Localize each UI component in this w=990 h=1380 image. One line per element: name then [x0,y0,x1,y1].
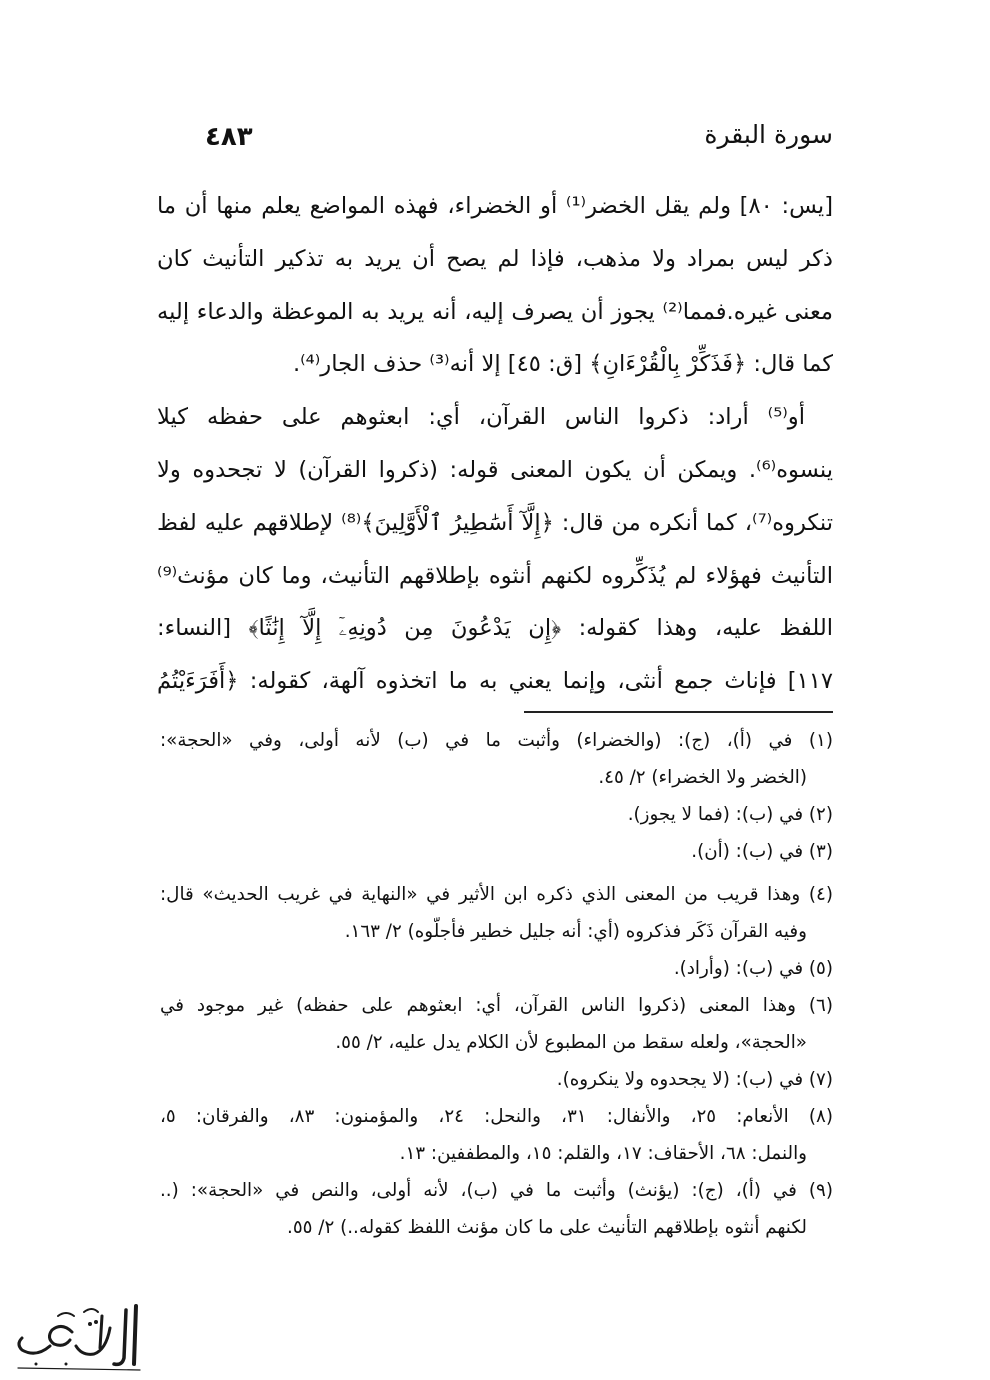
footnote-1-line-2: (الخضر ولا الخضراء) ٢/ ٤٥. [598,767,807,788]
footnote-9-line-2: لكنهم أنثوه بإطلاقهم التأنيث على ما كان مؤنث اللفظ كقوله..) ٢/ ٥٥. [287,1217,807,1238]
text-line-8: التأنيث فهؤلاء لم يُذَكِّروه لكنهم أنثوه بإطلاقهم التأنيث، وما كان مؤنث⁽⁹⁾ [157,562,833,589]
footnote-8-line-1: (٨) الأنعام: ٢٥، والأنفال: ٣١، والنحل: ٢٤، والمؤمنون: ٨٣، والفرقان: ٥، [160,1106,833,1127]
footnotes [160,722,833,1246]
footnote-1-line-1: (١) في (أ)، (ج): (والخضراء) وأثبت ما في (ب) لأنه أولى، وفي «الحجة»: [160,730,833,751]
footnote-4-line-2: وفيه القرآن ذَكَر فذكروه (أي: أنه جليل خطير فأجلّوه) ٢/ ١٦٣. [344,921,807,942]
footnote-divider [524,711,833,713]
page-number: ٤٨٣ [205,122,253,152]
footnote-6-line-1: (٦) وهذا المعنى (ذكروا الناس القرآن، أي: ابعثوهم على حفظه) غير موجود في [160,995,833,1016]
footnote-8-line-2: والنمل: ٦٨، الأحقاف: ١٧، والقلم: ١٥، والمطففين: ١٣. [399,1143,807,1164]
text-line-1: [يس: ٨٠] ولم يقل الخضر⁽¹⁾ أو الخضراء، فهذه المواضع يعلم منها أن ما [157,193,833,219]
footnote-9-line-1: (٩) في (أ)، (ج): (يؤنث) وأثبت ما في (ب)، لأنه أولى، والنص في «الحجة»: (.. [160,1180,833,1201]
text-line-3: معنى غيره.فمما⁽²⁾ يجوز أن يصرف إليه، أنه يريد به الموعظة والدعاء إليه [157,298,833,325]
text-line-10: ١١٧] فإناث جمع أنثى، وإنما يعني به ما اتخذوه آلهة، كقوله: ﴿أَفَرَءَيْتُمُ [157,668,833,695]
text-line-7: تنكروه⁽⁷⁾، كما أنكره من قال: ﴿إِلَّآ أَسَٰطِيرُ ٱلْأَوَّلِينَ﴾⁽⁸⁾ لإطلاقهم عليه لفظ [157,509,833,536]
text-line-6: ينسوه⁽⁶⁾. ويمكن أن يكون المعنى قوله: (ذكروا القرآن) لا تجحدوه ولا [157,456,833,483]
footnote-4-line-1: (٤) وهذا قريب من المعنى الذي ذكره ابن الأثير في «النهاية في غريب الحديث» قال: [160,884,833,905]
page-header [205,114,833,158]
footnote-3: (٣) في (ب): (أن). [691,841,833,862]
surah-title: سورة البقرة [704,120,833,149]
main-text [157,180,833,708]
text-line-2: ذكر ليس بمراد ولا مذهب، فإذا لم يصح أن يريد به تذكير التأنيث كان [157,245,833,272]
footnote-6-line-2: «الحجة»، ولعله سقط من المطبوع لأن الكلام يدل عليه، ٢/ ٥٥. [335,1032,807,1053]
text-line-9: اللفظ عليه، وهذا كقوله: ﴿إِن يَدْعُونَ مِن دُونِهِۦٓ إِلَّآ إِنَٰثًا﴾ [النساء: [157,615,833,642]
footnote-5: (٥) في (ب): (وأراد). [673,958,833,979]
footnote-2: (٢) في (ب): (فما لا يجوز). [627,804,833,825]
calligraphy-logo-icon [6,1298,152,1378]
text-line-4: كما قال: ﴿فَذَكِّرْ بِالْقُرْءَانِ﴾ [ق: ٤٥] إلا أنه⁽³⁾ حذف الجار⁽⁴⁾. [292,351,833,378]
text-line-5: أو⁽⁵⁾ أراد: ذكروا الناس القرآن، أي: ابعثوهم على حفظه كيلا [157,404,805,431]
footnote-7: (٧) في (ب): (لا يجحدوه ولا ينكروه). [556,1069,833,1090]
